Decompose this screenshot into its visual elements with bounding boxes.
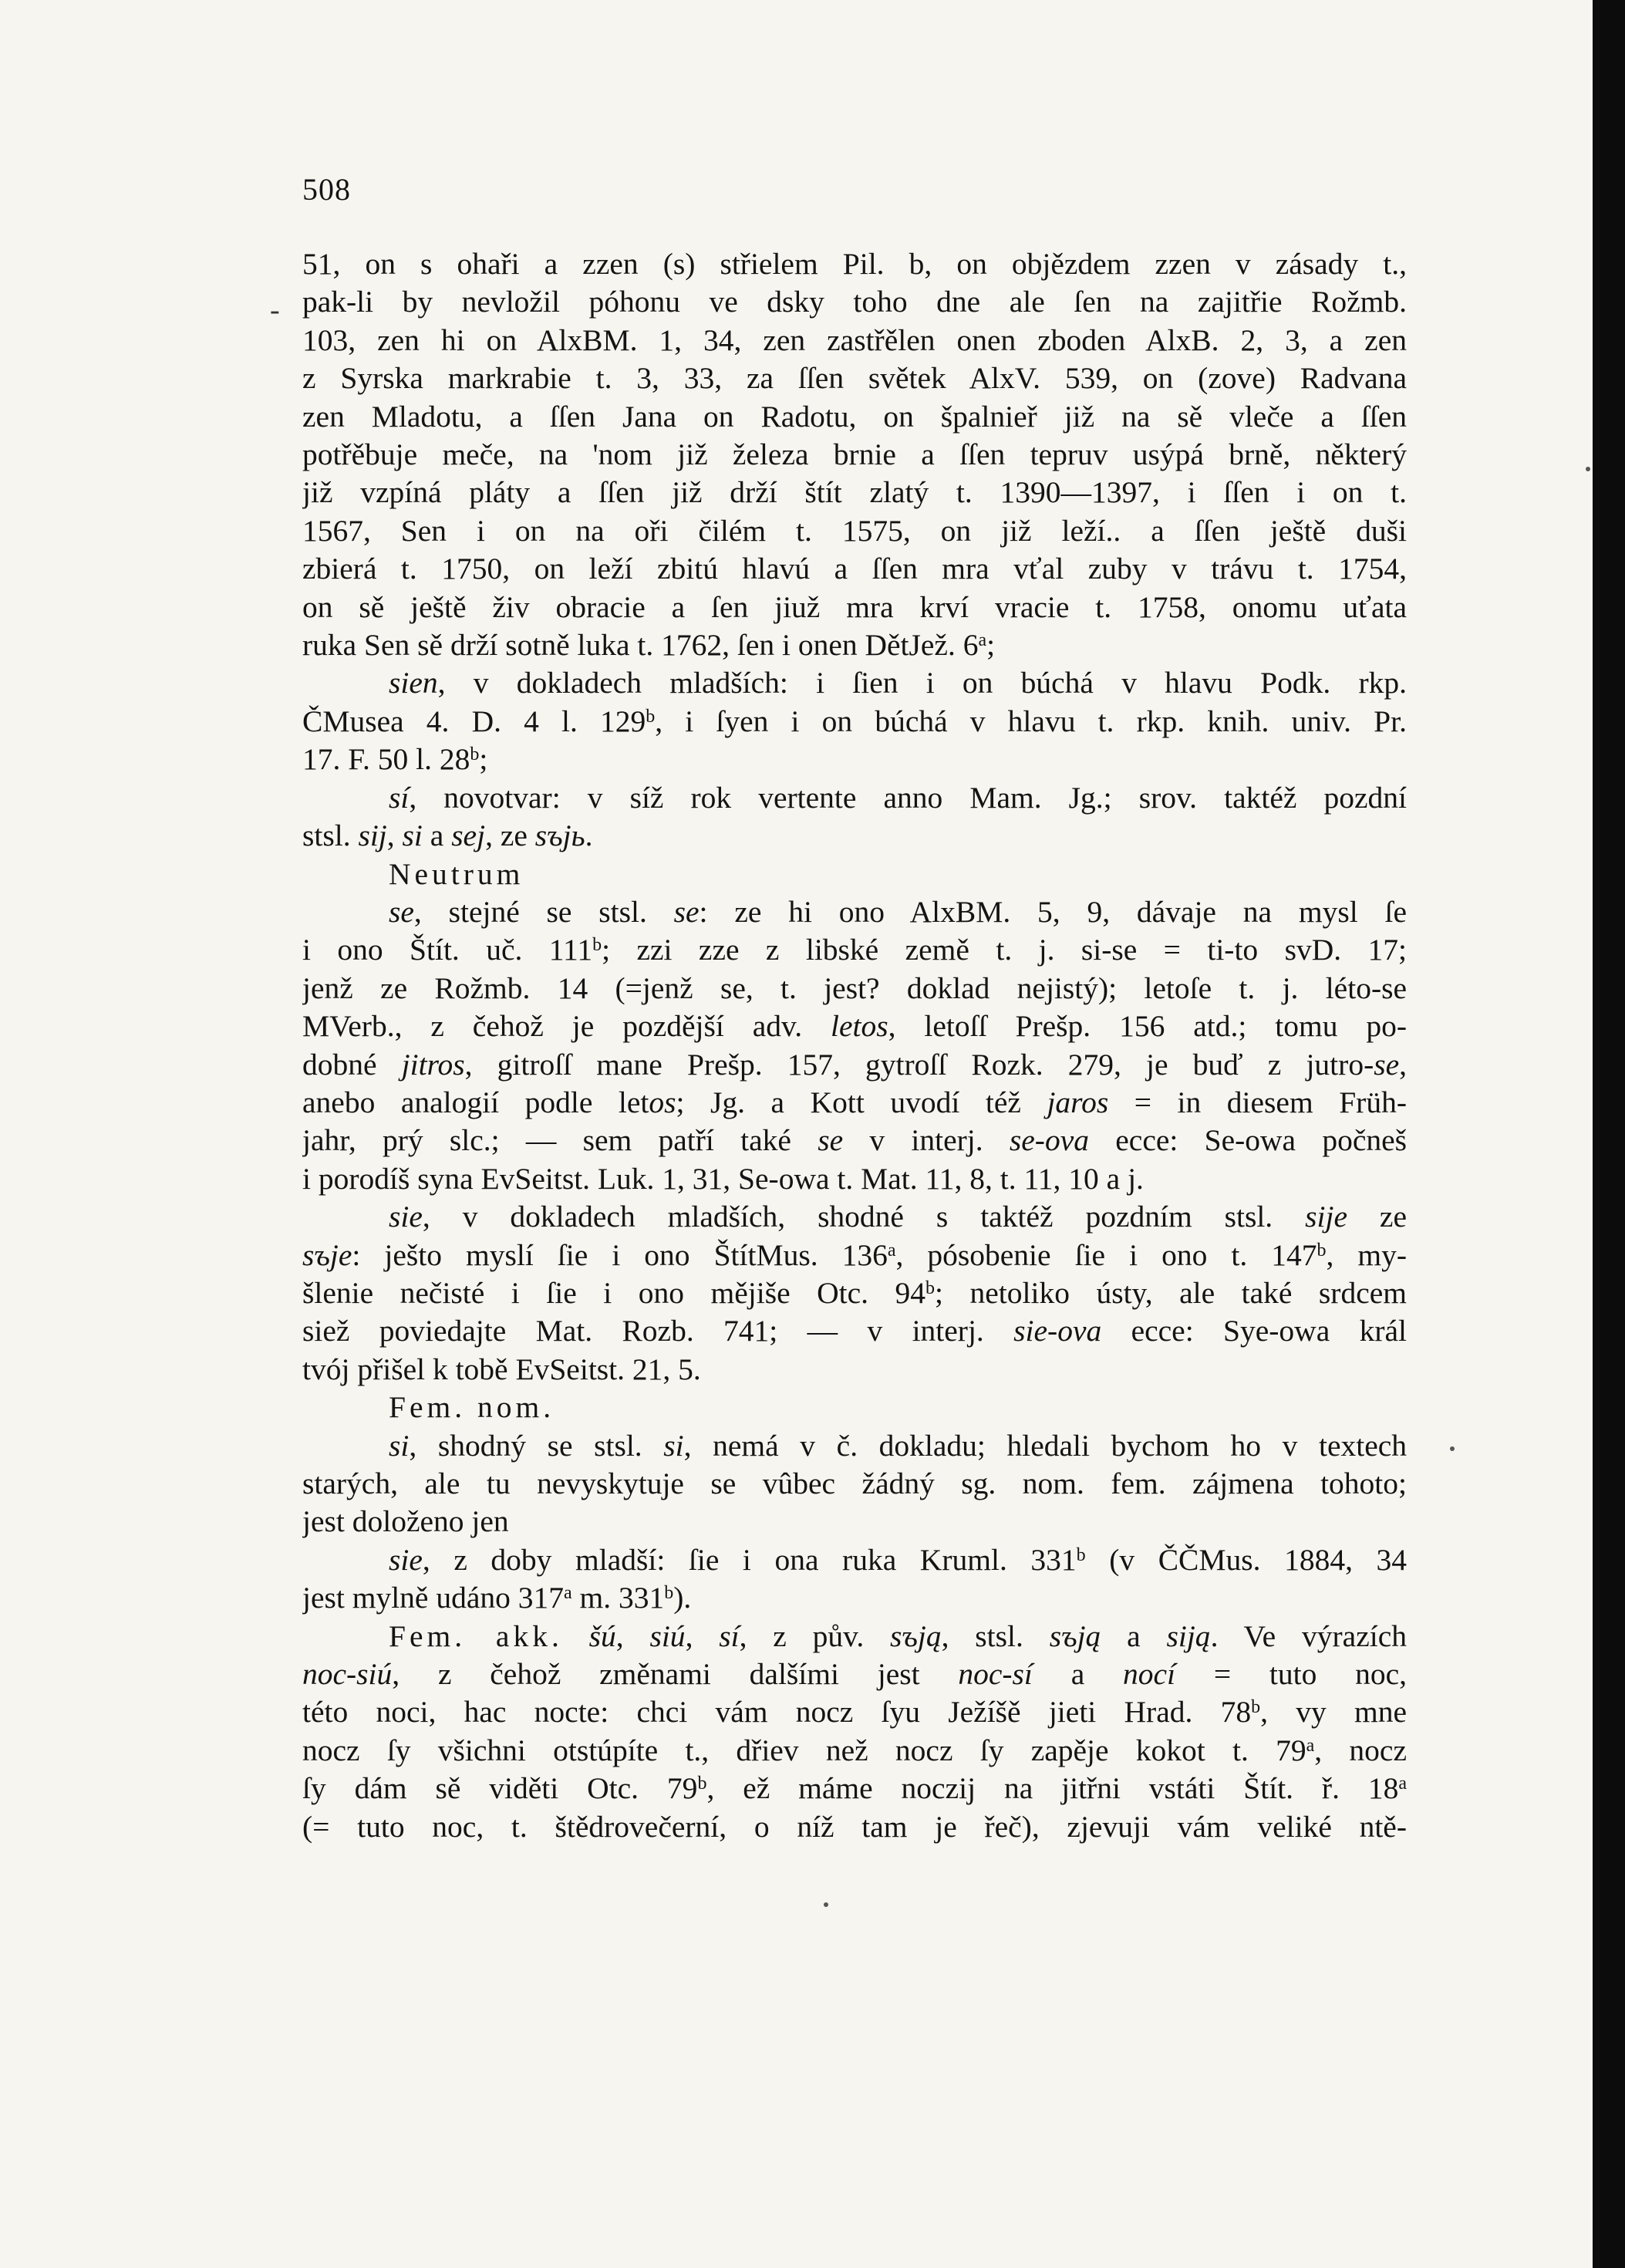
page-edge-border [1593,0,1625,2268]
text-line: sъje: ješto myslí ſie i ono ŠtítMus. 136$^a$, pósobenie ſie i ono t. 147$^b$, my- [302,1237,1407,1272]
text-line: (= tuto noc, t. štědrovečerní, o níž tam je řeč), zjevuji vám veliké ntě- [302,1809,1407,1844]
text-line: z Syrska markrabie t. 3, 33, za ſſen světek AlxV. 539, on (zove) Radvana [302,361,1407,396]
text-line: tvój přišel k tobě EvSeitst. 21, 5. [302,1352,701,1386]
text-line: sie, z doby mladší: ſie i ona ruka Kruml. 331$^b$ (v ČČMus. 1884, 34 [389,1542,1407,1577]
text-line: ſy dám sě viděti Otc. 79$^b$, ež máme noczij na jitřni vstáti Štít. ř. 18$^a$ [302,1771,1407,1806]
text-line: zbierá t. 1750, on leží zbitú hlavú a ſſen mra vťal zuby v trávu t. 1754, [302,552,1407,586]
text-line: i ono Štít. uč. 111$^b$; zzi zze z libské země t. j. si-se = ti-to svD. 17; [302,933,1407,967]
text-line: sí, novotvar: v síž rok vertente anno Mam. Jg.; srov. taktéž pozdní [389,780,1407,815]
text-line: potřěbuje meče, na 'nom již železa brnie a ſſen tepruv usýpá brně, některý [302,437,1407,472]
text-line: Fem. akk. šú, siú, sí, z pův. sъją, stsl. sъją a siją. Ve výrazích [389,1618,1407,1653]
text-line: šlenie nečisté i ſie i ono mějiše Otc. 94$^b$; netoliko ústy, ale také srdcem [302,1275,1407,1310]
text-line: 51, on s ohaři a zzen (s) střielem Pil. b, on objězdem zzen v zásady t., [302,247,1407,281]
text-line: nocz ſy všichni otstúpíte t., dřiev než nocz ſy zapěje kokot t. 79$^a$, nocz [302,1733,1407,1767]
text-line: sie, v dokladech mladších, shodné s taktéž pozdním stsl. sije ze [389,1200,1407,1234]
page-number: 508 [302,172,351,207]
text-line: jahr, prý slc.; — sem patří také se v interj. se-ova ecce: Se-owa počneš [302,1123,1407,1158]
text-line: i porodíš syna EvSeitst. Luk. 1, 31, Se-owa t. Mat. 11, 8, t. 11, 10 a j. [302,1161,1144,1196]
margin-dash-mark: - [270,294,280,326]
text-line: se, stejné se stsl. se: ze hi ono AlxBM. 5, 9, dávaje na mysl ſe [389,894,1407,929]
text-line: této noci, hac nocte: chci vám nocz ſyu Ježíšě jieti Hrad. 78$^b$, vy mne [302,1695,1407,1730]
text-line: si, shodný se stsl. si, nemá v č. dokladu; hledali bychom ho v textech [389,1428,1407,1463]
text-line: 103, zen hi on AlxBM. 1, 34, zen zastřělen onen zboden AlxB. 2, 3, a zen [302,322,1407,357]
text-line: 1567, Sen i on na oři čilém t. 1575, on již leží.. a ſſen ještě duši [302,513,1407,548]
scan-speck [1450,1446,1455,1451]
text-line: dobné jitros, gitroſſ mane Prešp. 157, gytroſſ Rozk. 279, je buď z jutro-se, [302,1047,1407,1082]
text-line: pak-li by nevložil póhonu ve dsky toho dne ale ſen na zajitřie Rožmb. [302,285,1407,319]
text-line: jest doloženo jen [302,1504,509,1539]
text-line: MVerb., z čehož je pozdější adv. letos, letoſſ Prešp. 156 atd.; tomu po- [302,1009,1407,1044]
scan-speck [1586,467,1590,471]
text-line: anebo analogií podle letos; Jg. a Kott uvodí též jaros = in diesem Früh- [302,1085,1407,1119]
text-line: jest mylně udáno 317$^a$ m. 331$^b$). [302,1581,692,1615]
text-line: noc-siú, z čehož změnami dalšími jest noc-sí a nocí = tuto noc, [302,1657,1407,1692]
text-line: již vzpíná pláty a ſſen již drží štít zlatý t. 1390—1397, i ſſen i on t. [302,475,1407,510]
section-heading-neutrum: Neutrum [389,856,524,891]
text-line: zen Mladotu, a ſſen Jana on Radotu, on špalnieř již na sě vleče a ſſen [302,399,1407,434]
scan-speck [824,1902,828,1907]
text-line: on sě ještě živ obracie a ſen jiuž mra krví vracie t. 1758, onomu uťata [302,589,1407,624]
text-line: stsl. sij, si a sej, ze sъjь. [302,818,593,853]
text-line: ruka Sen sě drží sotně luka t. 1762, ſen i onen DětJež. 6$^a$; [302,628,996,663]
text-line: siež poviedajte Mat. Rozb. 741; — v interj. sie-ova ecce: Sye-owa král [302,1314,1407,1348]
text-line: jenž ze Rožmb. 14 (=jenž se, t. jest? doklad nejistý); letoſe t. j. léto-se [302,970,1407,1005]
text-line: 17. F. 50 l. 28$^b$; [302,742,488,777]
text-line: ČMusea 4. D. 4 l. 129$^b$, i ſyen i on búchá v hlavu t. rkp. knih. univ. Pr. [302,704,1407,738]
text-line: sien, v dokladech mladších: i ſien i on búchá v hlavu Podk. rkp. [389,666,1407,700]
main-text [302,245,1407,1846]
section-heading-fem-nom: Fem. nom. [389,1390,555,1425]
text-line: starých, ale tu nevyskytuje se vûbec žádný sg. nom. fem. zájmena tohoto; [302,1466,1407,1500]
section-heading-fem-akk: Fem. akk. [389,1618,563,1653]
